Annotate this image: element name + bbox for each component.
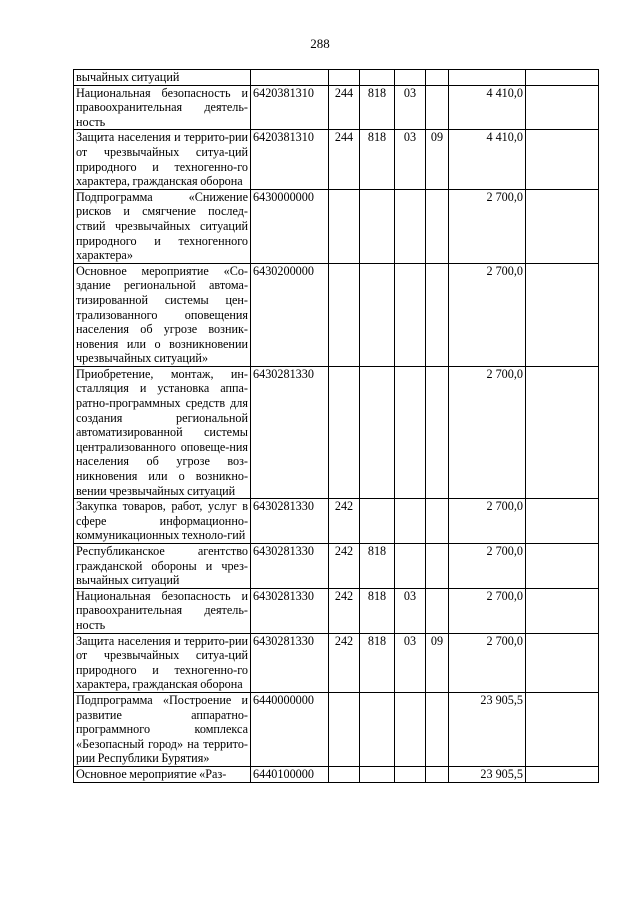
extra-cell <box>526 85 599 130</box>
table-row <box>74 85 599 130</box>
amount-cell: 2 700,0 <box>449 189 526 263</box>
administrator-cell <box>360 189 395 263</box>
expense-type-cell <box>329 366 360 498</box>
administrator-cell <box>360 692 395 766</box>
row-name-cell: Подпрограмма «Построение и развитие аппаратно-программного комплекса «Безопасный город» на террито-рии Республики Бурятия» <box>74 692 251 766</box>
target-article-cell: 6430281330 <box>251 588 329 633</box>
table-row <box>74 633 599 692</box>
target-article-cell: 6430281330 <box>251 366 329 498</box>
section-cell <box>395 499 426 544</box>
table-row <box>74 130 599 189</box>
administrator-cell: 818 <box>360 130 395 189</box>
extra-cell <box>526 766 599 782</box>
administrator-cell <box>360 263 395 366</box>
subsection-cell <box>426 366 449 498</box>
subsection-cell <box>426 588 449 633</box>
expense-type-cell: 242 <box>329 588 360 633</box>
table-row <box>74 70 599 86</box>
expense-type-cell: 242 <box>329 544 360 589</box>
target-article-cell: 6430281330 <box>251 499 329 544</box>
section-cell <box>395 766 426 782</box>
budget-table <box>73 69 599 783</box>
expense-type-cell <box>329 189 360 263</box>
row-name-cell: Защита населения и террито-рии от чрезвычайных ситуа-ций природного и техногенно-го характера, гражданская оборона <box>74 130 251 189</box>
row-name-cell: Подпрограмма «Снижение рисков и смягчение послед-ствий чрезвычайных ситуаций природного и техногенного характера» <box>74 189 251 263</box>
page-number: 288 <box>310 36 330 51</box>
administrator-cell <box>360 70 395 86</box>
amount-cell: 2 700,0 <box>449 633 526 692</box>
amount-cell: 2 700,0 <box>449 366 526 498</box>
row-name-cell: Республиканское агентство гражданской обороны и чрез-вычайных ситуаций <box>74 544 251 589</box>
extra-cell <box>526 692 599 766</box>
amount-cell: 2 700,0 <box>449 588 526 633</box>
expense-type-cell: 242 <box>329 633 360 692</box>
subsection-cell <box>426 499 449 544</box>
amount-cell: 2 700,0 <box>449 499 526 544</box>
target-article-cell: 6440000000 <box>251 692 329 766</box>
amount-cell: 4 410,0 <box>449 85 526 130</box>
administrator-cell: 818 <box>360 544 395 589</box>
table-row <box>74 692 599 766</box>
section-cell <box>395 692 426 766</box>
administrator-cell: 818 <box>360 633 395 692</box>
section-cell: 03 <box>395 85 426 130</box>
extra-cell <box>526 588 599 633</box>
table-row <box>74 263 599 366</box>
subsection-cell <box>426 70 449 86</box>
section-cell <box>395 263 426 366</box>
target-article-cell <box>251 70 329 86</box>
table-row <box>74 766 599 782</box>
expense-type-cell <box>329 263 360 366</box>
extra-cell <box>526 70 599 86</box>
row-name-cell: Защита населения и террито-рии от чрезвычайных ситуа-ций природного и техногенно-го характера, гражданская оборона <box>74 633 251 692</box>
expense-type-cell: 244 <box>329 130 360 189</box>
subsection-cell <box>426 189 449 263</box>
extra-cell <box>526 633 599 692</box>
subsection-cell <box>426 692 449 766</box>
amount-cell <box>449 70 526 86</box>
section-cell: 03 <box>395 130 426 189</box>
subsection-cell: 09 <box>426 130 449 189</box>
administrator-cell <box>360 499 395 544</box>
extra-cell <box>526 189 599 263</box>
amount-cell: 23 905,5 <box>449 692 526 766</box>
section-cell <box>395 189 426 263</box>
expense-type-cell: 242 <box>329 499 360 544</box>
amount-cell: 2 700,0 <box>449 263 526 366</box>
expense-type-cell: 244 <box>329 85 360 130</box>
subsection-cell <box>426 766 449 782</box>
row-name-cell: Закупка товаров, работ, услуг в сфере информационно-коммуникационных техноло-гий <box>74 499 251 544</box>
section-cell <box>395 366 426 498</box>
target-article-cell: 6430281330 <box>251 633 329 692</box>
table-row <box>74 366 599 498</box>
section-cell <box>395 544 426 589</box>
table-row <box>74 499 599 544</box>
amount-cell: 23 905,5 <box>449 766 526 782</box>
extra-cell <box>526 130 599 189</box>
administrator-cell <box>360 766 395 782</box>
row-name-cell: Основное мероприятие «Со-здание региональной автома-тизированной системы цен-трализованного оповещения населения об угрозе возник-новения или о возникновении чрезвычайных ситуаций» <box>74 263 251 366</box>
section-cell <box>395 70 426 86</box>
expense-type-cell <box>329 766 360 782</box>
extra-cell <box>526 544 599 589</box>
table-row <box>74 588 599 633</box>
extra-cell <box>526 499 599 544</box>
section-cell: 03 <box>395 633 426 692</box>
administrator-cell: 818 <box>360 85 395 130</box>
target-article-cell: 6430281330 <box>251 544 329 589</box>
section-cell: 03 <box>395 588 426 633</box>
row-name-cell: вычайных ситуаций <box>74 70 251 86</box>
row-name-cell: Национальная безопасность и правоохранительная деятель-ность <box>74 588 251 633</box>
subsection-cell: 09 <box>426 633 449 692</box>
extra-cell <box>526 366 599 498</box>
table-row <box>74 189 599 263</box>
target-article-cell: 6440100000 <box>251 766 329 782</box>
administrator-cell <box>360 366 395 498</box>
table-body <box>74 70 599 783</box>
target-article-cell: 6430200000 <box>251 263 329 366</box>
expense-type-cell <box>329 70 360 86</box>
target-article-cell: 6420381310 <box>251 85 329 130</box>
extra-cell <box>526 263 599 366</box>
expense-type-cell <box>329 692 360 766</box>
row-name-cell: Приобретение, монтаж, ин-сталляция и установка аппа-ратно-программных средств для создания региональной автоматизированной системы централизованного оповеще-ния населения об угрозе воз-никновения или о возникно-вении чрезвычайных ситуаций <box>74 366 251 498</box>
subsection-cell <box>426 85 449 130</box>
amount-cell: 2 700,0 <box>449 544 526 589</box>
row-name-cell: Основное мероприятие «Раз- <box>74 766 251 782</box>
amount-cell: 4 410,0 <box>449 130 526 189</box>
administrator-cell: 818 <box>360 588 395 633</box>
target-article-cell: 6420381310 <box>251 130 329 189</box>
table-row <box>74 544 599 589</box>
subsection-cell <box>426 263 449 366</box>
subsection-cell <box>426 544 449 589</box>
target-article-cell: 6430000000 <box>251 189 329 263</box>
row-name-cell: Национальная безопасность и правоохранительная деятель-ность <box>74 85 251 130</box>
